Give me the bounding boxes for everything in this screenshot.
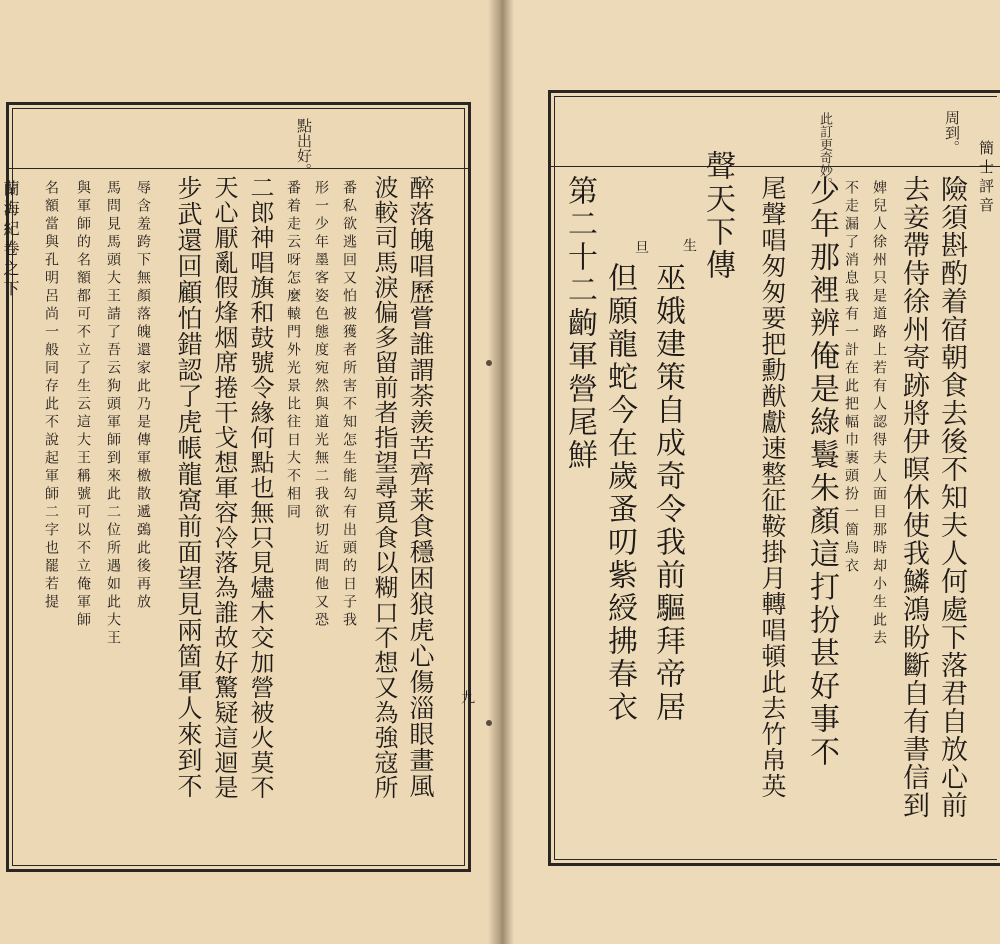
right-head-band-line — [551, 166, 1000, 167]
right-margin-title: 簡士評音 — [977, 140, 995, 216]
role-mark-sheng: 生 — [681, 238, 697, 256]
left-head-note: 點出好。 — [295, 118, 313, 178]
binding-pin — [486, 360, 492, 366]
left-column-7: 天心厭亂假烽烟席捲干戈想軍容冷落為誰故好驚疑這迴是 — [210, 175, 238, 800]
right-column-6: 尾聲唱匆匆要把勳猷獻速整征鞍掛月轉唱頓此去竹帛英 — [758, 175, 787, 799]
right-column-5: 少年那裡辨俺是綠鬟朱顏這打扮甚好事不 — [804, 175, 839, 769]
right-column-7: 聲天下傳 — [700, 150, 735, 282]
left-column-11: 與軍師的名額都可不立了生云這大王稱號可以不立俺軍師 — [75, 180, 91, 630]
left-column-5: 番着走云呀怎麼轅門外光景比往日大不相同 — [285, 180, 301, 522]
right-head-note-1: 周到。 — [943, 110, 961, 155]
left-column-2: 波較司馬淚偏多留前者指望尋覓食以糊口不想又為強寇所 — [370, 175, 398, 800]
right-column-8: 巫娥建策自成奇令我前驅拜帝居 — [650, 262, 685, 724]
left-column-9: 辱含羞跨下無顏落魄還家此乃是傳軍檄散遞鵶此後再放 — [135, 180, 151, 612]
right-column-10: 第二十二齣軍營尾鮮 — [562, 175, 597, 472]
right-column-3: 婢兒人徐州只是道路上若有人認得夫人面目那時却小生此去 — [871, 180, 887, 648]
left-column-4: 形一少年墨客姿色態度宛然與道光無二我欲切近問他又恐 — [313, 180, 329, 630]
left-column-6: 二郎神唱旗和鼓號令緣何點也無只見燼木交加營被火莫不 — [246, 175, 274, 800]
left-head-band-line — [9, 168, 468, 169]
right-head-note-2: 此訂更奇妙。 — [817, 112, 832, 190]
role-mark-dan: 旦 — [633, 240, 649, 258]
right-column-1: 險須斟酌着宿朝食去後不知夫人何處下落君自放心前 — [936, 175, 967, 819]
left-column-8: 步武還回顧怕錯認了虎帳龍窩前面望見兩箇軍人來到不 — [174, 175, 203, 799]
book-gutter — [488, 0, 514, 944]
left-column-10: 馬問見馬頭大王請了吾云狗頭軍師到來此二位所遇如此大王 — [105, 180, 121, 648]
left-margin-title: 蘭海紀卷之下 — [1, 180, 20, 300]
right-column-9: 但願龍蛇今在歲蚤叨紫綬拂春衣 — [602, 262, 637, 724]
left-column-1: 醉落魄唱歷嘗誰謂荼羨苦齊莱食穩困狼虎心傷淄眼畫風 — [406, 175, 435, 799]
left-page-number: 九 — [459, 690, 475, 708]
binding-pin — [486, 720, 492, 726]
left-column-3: 番私欲逃回又怕被獲者所害不知怎生能勾有出頭的日子我 — [341, 180, 357, 630]
right-column-4: 不走漏了消息我有一計在此把幅巾裹頭扮一箇烏衣 — [843, 180, 859, 576]
right-column-2: 去妾帶侍徐州寄跡將伊暝休使我鱗鴻盼斷自有書信到 — [898, 175, 929, 819]
left-column-12: 名額當與孔明呂尚一般同存此不說起軍師二字也罷若提 — [43, 180, 59, 612]
